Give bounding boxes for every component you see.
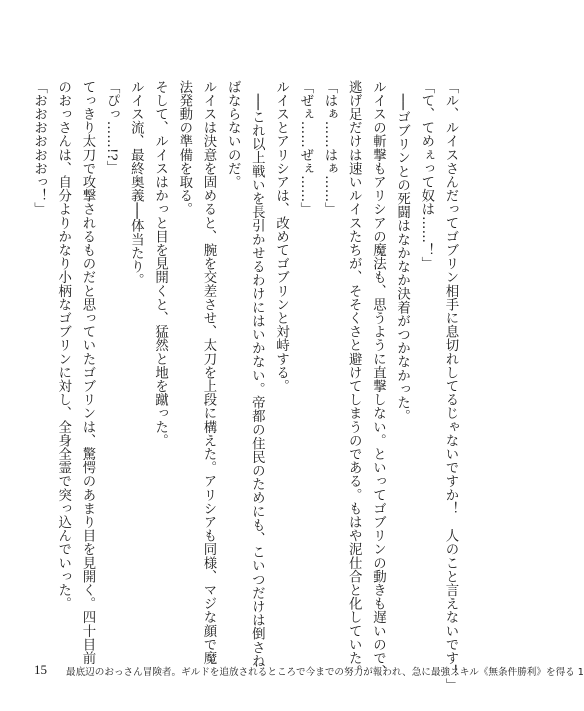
text-line: ルイスは決意を固めると、腕を交差させ、太刀を上段に構えた。アリシアも同様、マジな顔で魔 (200, 80, 216, 665)
text-line: てっきり太刀で攻撃されるものだと思っていたゴブリンは、驚愕のあまり目を見開く。四十目前 (79, 80, 95, 665)
page-number: 15 (34, 662, 47, 677)
text-line: のおっさんは、自分よりかなり小柄なゴブリンに対し、全身全霊で突っ込んでいった。 (55, 80, 71, 611)
text-line: 逃げ足だけは速いルイスたちが、そそくさと避けてしまうのである。もはや泥仕合と化していた。 (346, 80, 362, 679)
text-line: ばならないのだ。 (225, 80, 241, 189)
text-line: ルイスとアリシアは、改めてゴブリンと対峙する。 (273, 80, 289, 393)
text-line: ──ゴブリンとの死闘はなかなか決着がつかなかった。 (394, 80, 410, 423)
text-line: 「ぜぇ……ぜぇ……」 (297, 80, 313, 216)
text-line: 法発動の準備を取る。 (176, 80, 192, 216)
text-line: ルイス流、最終奥義──体当たり。 (128, 80, 144, 287)
text-line: 「ぴっ……!?」 (104, 80, 120, 175)
text-line: そして、ルイスはかっと目を見開くと、猛然と地を蹴った。 (152, 80, 168, 448)
running-head: 最底辺のおっさん冒険者。ギルドを追放されるところで今までの努力が報われ、急に最強スキル《無条件勝利》を得る 1 (66, 667, 584, 678)
text-line: ──これ以上戦いを長引かせるわけにはいかない。帝都の住民のためにも、こいつだけは倒さね (249, 80, 265, 668)
text-line: ルイスの斬撃もアリシアの魔法も、思うように直撃しない。といってゴブリンの動きも遅いので、 (370, 80, 386, 679)
text-line: 「て、てめぇって奴は……！」 (418, 80, 434, 271)
text-line: 「ル、ルイスさんだってゴブリン相手に息切れしてるじゃないですか！ 人のこと言えないです！」 (443, 80, 458, 692)
text-line: 「はぁ……はぁ……」 (321, 80, 337, 216)
text-line: 「おおおおおおっ！」 (31, 80, 47, 216)
